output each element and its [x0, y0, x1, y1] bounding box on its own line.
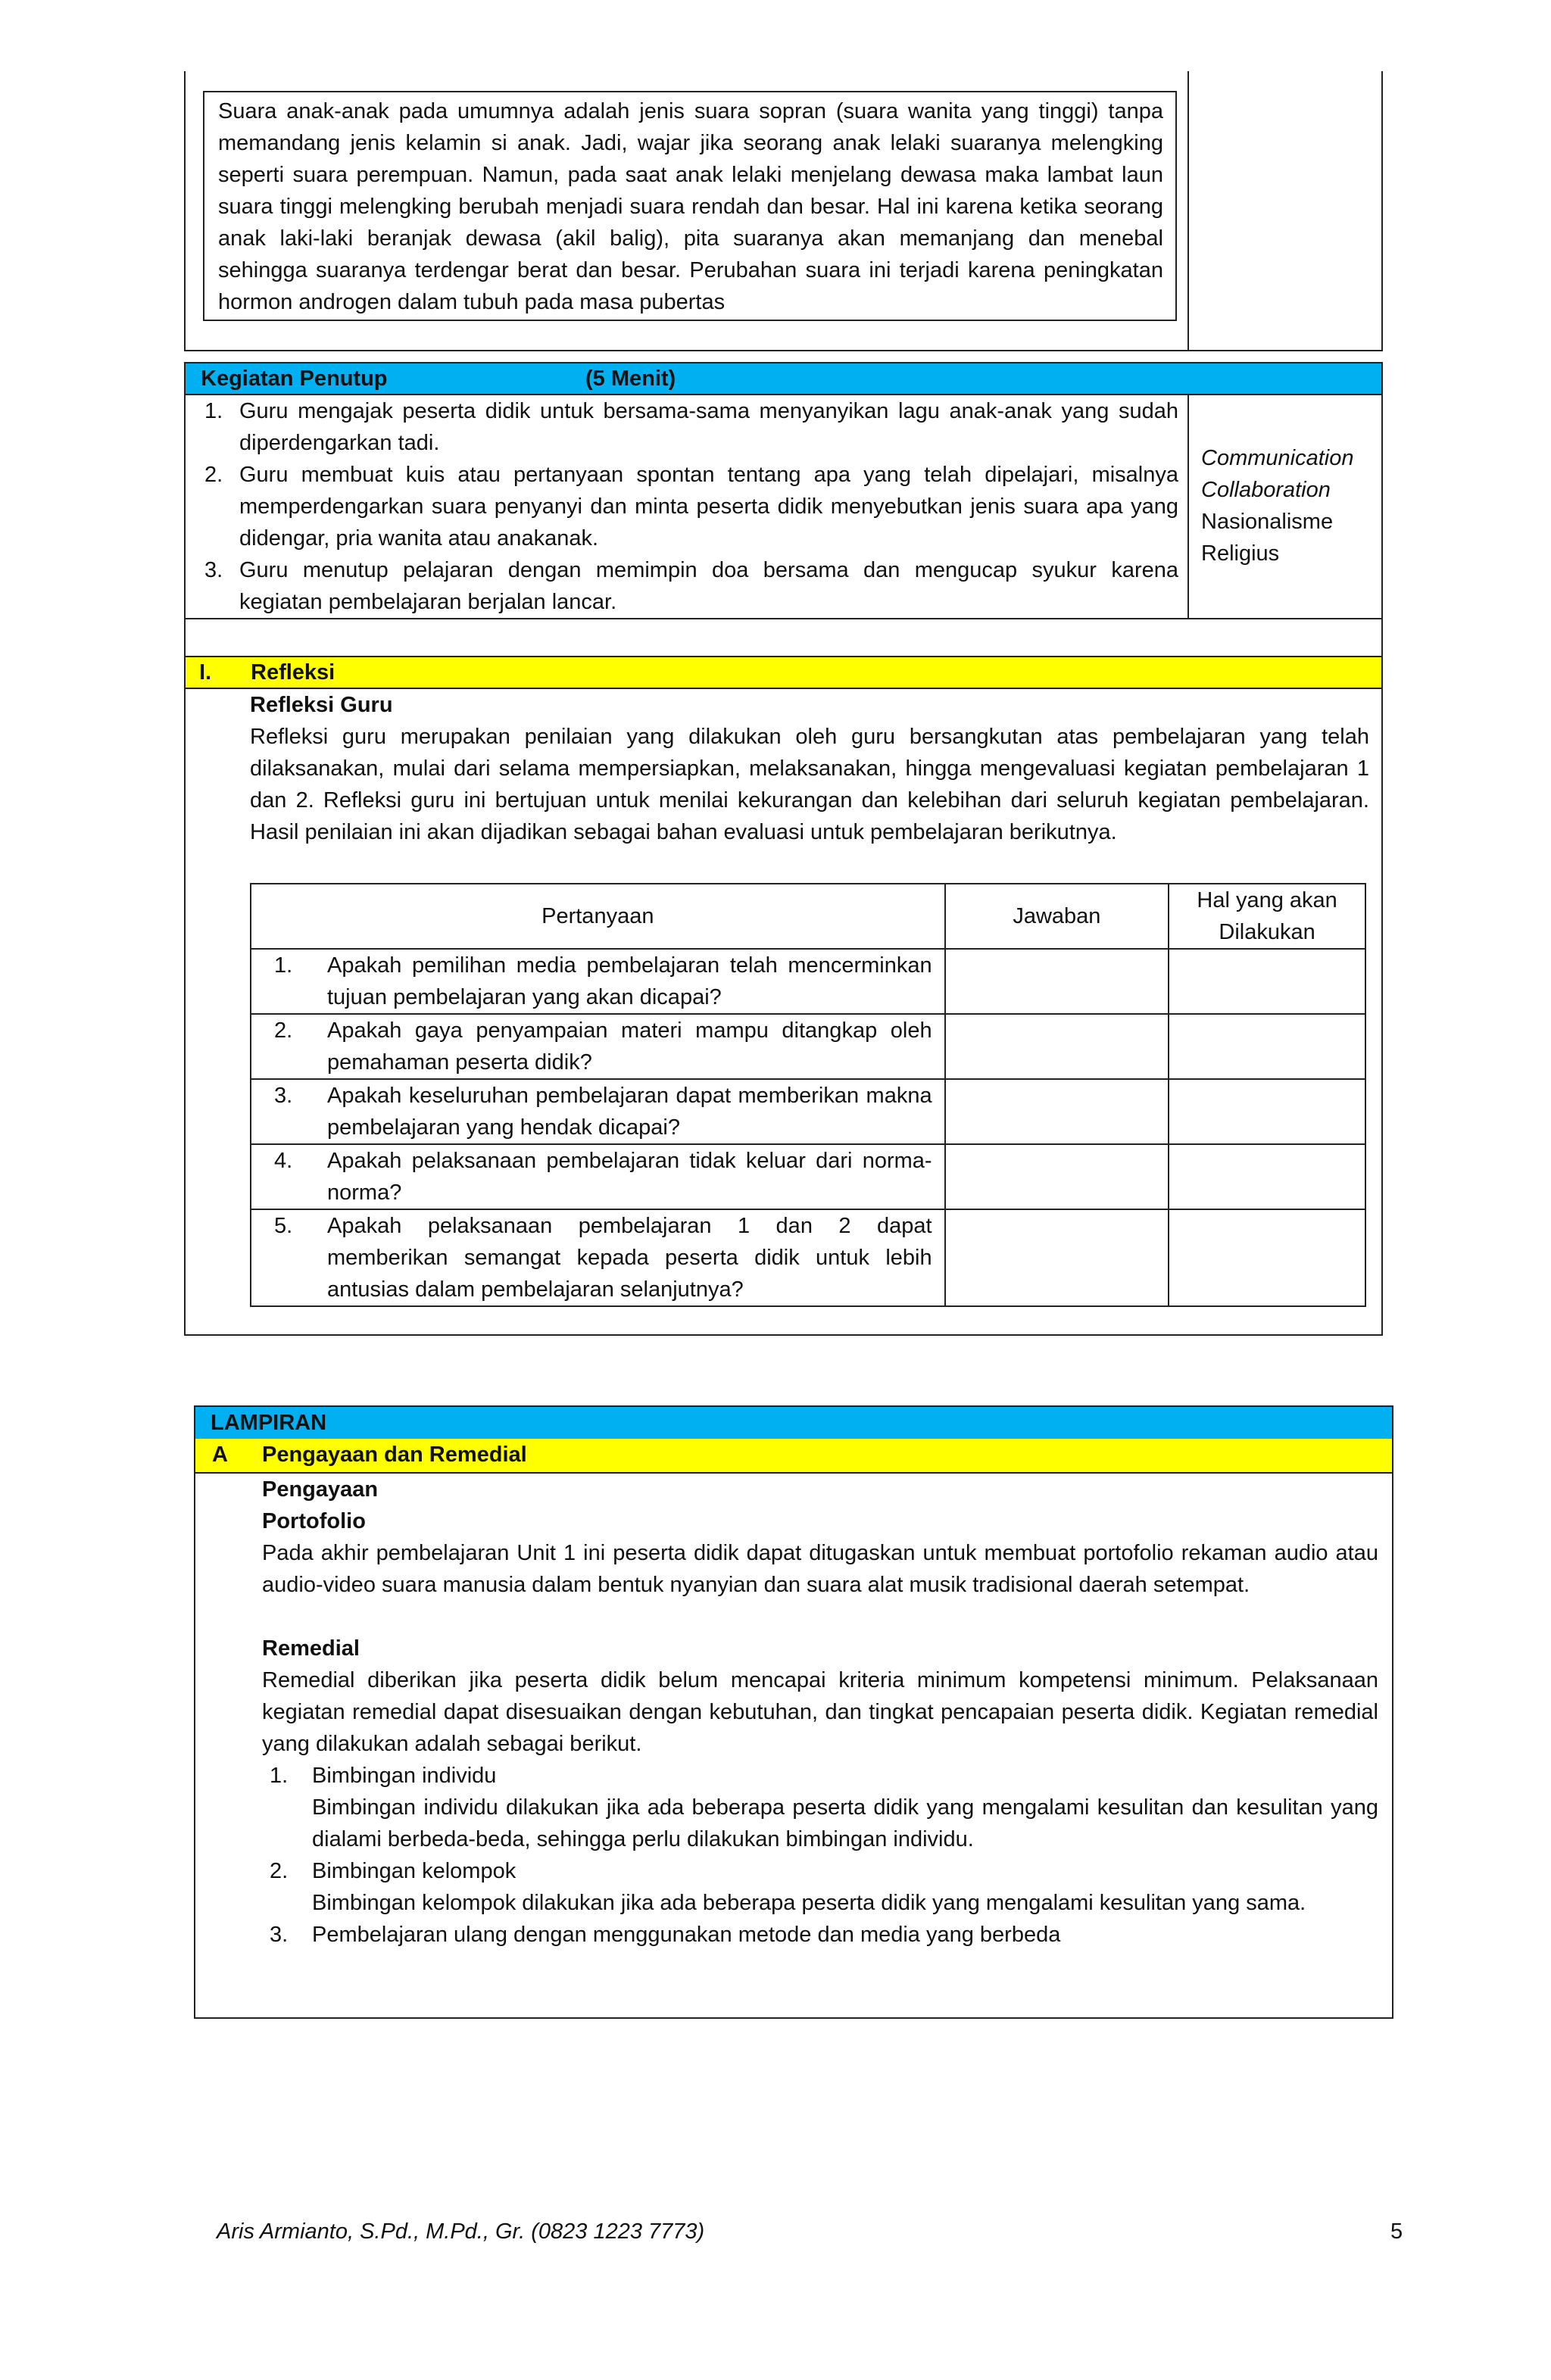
step-text: Guru membuat kuis atau pertanyaan spontan tentang apa yang telah dipelajari, misalnya memperdengarkan suara penyanyi dan minta peserta didik menyebutkan jenis suara apa yang didengar, pria wanita atau anakanak. — [239, 463, 1178, 551]
lampiran-header — [194, 1405, 1393, 1440]
refleksi-header — [184, 656, 1383, 689]
question-number: 3. — [274, 1084, 293, 1108]
lampiran-section-header — [194, 1439, 1393, 1474]
answer-cell[interactable] — [945, 1014, 1169, 1079]
penutup-steps — [194, 395, 1178, 618]
refleksi-right-border — [1381, 688, 1383, 1336]
penutup-step — [194, 459, 1178, 554]
question-cell — [251, 1079, 945, 1144]
question-number: 2. — [274, 1018, 293, 1043]
penutup-duration: (5 Menit) — [585, 367, 676, 391]
question-text: Apakah pelaksanaan pembelajaran 1 dan 2 dapat memberikan semangat kepada peserta didik untuk lebih antusias dalam pembelajaran selanjutnya? — [327, 1214, 932, 1302]
top-section-mid-border — [1187, 71, 1189, 351]
value-communication: Communication — [1201, 446, 1354, 470]
top-section-left-border — [184, 71, 186, 351]
portofolio-heading: Portofolio — [262, 1509, 366, 1533]
refleksi-bottom-border — [184, 1334, 1383, 1336]
value-collaboration: Collaboration — [1201, 478, 1331, 502]
question-number: 4. — [274, 1149, 293, 1173]
step-text: Guru menutup pelajaran dengan memimpin doa bersama dan mengucap syukur karena kegiatan pembelajaran berjalan lancar. — [239, 558, 1178, 614]
remedial-list — [270, 1760, 1378, 1951]
top-section-right-border — [1381, 71, 1383, 351]
table-row — [251, 1144, 1365, 1209]
penutup-title: Kegiatan Penutup — [201, 367, 388, 391]
item-title: Bimbingan individu — [312, 1764, 497, 1788]
page-number: 5 — [1390, 2219, 1403, 2244]
answer-cell[interactable] — [945, 1079, 1169, 1144]
value-religius: Religius — [1201, 541, 1280, 566]
lampiran-section-title: Pengayaan dan Remedial — [262, 1443, 527, 1467]
answer-cell[interactable] — [945, 949, 1169, 1014]
step-text: Guru mengajak peserta didik untuk bersama-sama menyanyikan lagu anak-anak yang sudah diperdengarkan tadi. — [239, 399, 1178, 455]
question-cell — [251, 1144, 945, 1209]
table-row — [251, 1079, 1365, 1144]
answer-cell[interactable] — [945, 1144, 1169, 1209]
step-number: 1. — [204, 399, 223, 423]
item-number: 3. — [270, 1923, 289, 1947]
question-cell — [251, 1014, 945, 1079]
penutup-step — [194, 554, 1178, 618]
question-text: Apakah keseluruhan pembelajaran dapat memberikan makna pembelajaran yang hendak dicapai? — [327, 1084, 932, 1140]
item-number: 2. — [270, 1859, 289, 1883]
penutup-step — [194, 395, 1178, 459]
top-section-bottom-border — [184, 350, 1383, 351]
question-text: Apakah pemilihan media pembelajaran telah mencerminkan tujuan pembelajaran yang akan dicapai? — [327, 953, 932, 1009]
intro-paragraph: Suara anak-anak pada umumnya adalah jenis suara sopran (suara wanita yang tinggi) tanpa memandang jenis kelamin si anak. Jadi, wajar jika seorang anak lelaki suaranya melengking seperti suara perempuan. Namun, pada saat anak lelaki menjelang dewasa maka lambat laun suara tinggi melengking berubah menjadi suara rendah dan besar. Hal ini karena ketika seorang anak laki-laki beranjak dewasa (akil balig), pita suaranya akan memanjang dan menebal sehingga suaranya terdengar berat dan besar. Perubahan suara ini terjadi karena peningkatan hormon androgen dalam tubuh pada masa pubertas — [218, 99, 1163, 314]
header-pertanyaan: Pertanyaan — [251, 884, 945, 949]
footer-author: Aris Armianto, S.Pd., M.Pd., Gr. (0823 1223 7773) — [217, 2219, 705, 2244]
step-number: 3. — [204, 558, 223, 582]
pengayaan-heading: Pengayaan — [262, 1477, 379, 1502]
question-cell — [251, 949, 945, 1014]
refleksi-subtitle: Refleksi Guru — [250, 693, 393, 717]
answer-cell[interactable] — [945, 1209, 1169, 1306]
action-cell[interactable] — [1169, 1209, 1365, 1306]
refleksi-table — [250, 883, 1366, 1307]
header-hal-dilakukan: Hal yang akan Dilakukan — [1169, 884, 1365, 949]
lampiran-body — [194, 1472, 1393, 2019]
step-number: 2. — [204, 463, 223, 487]
penutup-row-divider — [184, 618, 1383, 619]
refleksi-paragraph: Refleksi guru merupakan penilaian yang dilakukan oleh guru bersangkutan atas pembelajaran yang telah dilaksanakan, mulai dari selama mempersiapkan, melaksanakan, hingga mengevaluasi kegiatan pembelajaran 1 dan 2. Refleksi guru ini bertujuan untuk menilai kekurangan dan kelebihan dari seluruh kegiatan pembelajaran. Hasil penilaian ini akan dijadikan sebagai bahan evaluasi untuk pembelajaran berikutnya. — [250, 725, 1369, 844]
refleksi-table-header — [251, 884, 1365, 949]
portofolio-text: Pada akhir pembelajaran Unit 1 ini peserta didik dapat ditugaskan untuk membuat portofolio rekaman audio atau audio-video suara manusia dalam bentuk nyanyian dan suara alat musik tradisional daerah setempat. — [262, 1541, 1378, 1597]
action-cell[interactable] — [1169, 949, 1365, 1014]
list-item — [270, 1760, 1378, 1855]
action-cell[interactable] — [1169, 1144, 1365, 1209]
refleksi-left-border — [184, 688, 186, 1336]
header-jawaban: Jawaban — [945, 884, 1169, 949]
item-number: 1. — [270, 1764, 289, 1788]
lampiran-title: LAMPIRAN — [211, 1411, 327, 1435]
question-number: 5. — [274, 1214, 293, 1238]
list-item — [270, 1919, 1378, 1951]
item-text: Bimbingan kelompok dilakukan jika ada beberapa peserta didik yang mengalami kesulitan yang sama. — [312, 1891, 1306, 1915]
item-title: Pembelajaran ulang dengan menggunakan metode dan media yang berbeda — [312, 1923, 1061, 1947]
table-row — [251, 949, 1365, 1014]
question-cell — [251, 1209, 945, 1306]
list-item — [270, 1855, 1378, 1919]
question-text: Apakah gaya penyampaian materi mampu ditangkap oleh pemahaman peserta didik? — [327, 1018, 932, 1075]
question-text: Apakah pelaksanaan pembelajaran tidak keluar dari norma-norma? — [327, 1149, 932, 1205]
table-row — [251, 1209, 1365, 1306]
lampiran-section-letter: A — [212, 1443, 228, 1467]
question-number: 1. — [274, 953, 293, 978]
refleksi-letter: I. — [199, 660, 212, 685]
penutup-header — [184, 362, 1383, 395]
penutup-values — [1201, 442, 1380, 569]
remedial-heading: Remedial — [262, 1636, 360, 1661]
penutup-mid-border — [1187, 394, 1189, 619]
item-title: Bimbingan kelompok — [312, 1859, 516, 1883]
remedial-text: Remedial diberikan jika peserta didik belum mencapai kriteria minimum kompetensi minimum. Pelaksanaan kegiatan remedial dapat disesuaikan dengan kebutuhan, dan tingkat pencapaian peserta didik. Kegiatan remedial yang dilakukan adalah sebagai berikut. — [262, 1668, 1378, 1756]
action-cell[interactable] — [1169, 1014, 1365, 1079]
item-text: Bimbingan individu dilakukan jika ada beberapa peserta didik yang mengalami kesulitan dan kesulitan yang dialami berbeda-beda, sehingga perlu dilakukan bimbingan individu. — [312, 1795, 1378, 1851]
value-nasionalisme: Nasionalisme — [1201, 510, 1334, 534]
intro-paragraph-box — [203, 91, 1177, 321]
table-row — [251, 1014, 1365, 1079]
action-cell[interactable] — [1169, 1079, 1365, 1144]
refleksi-title: Refleksi — [251, 660, 335, 685]
